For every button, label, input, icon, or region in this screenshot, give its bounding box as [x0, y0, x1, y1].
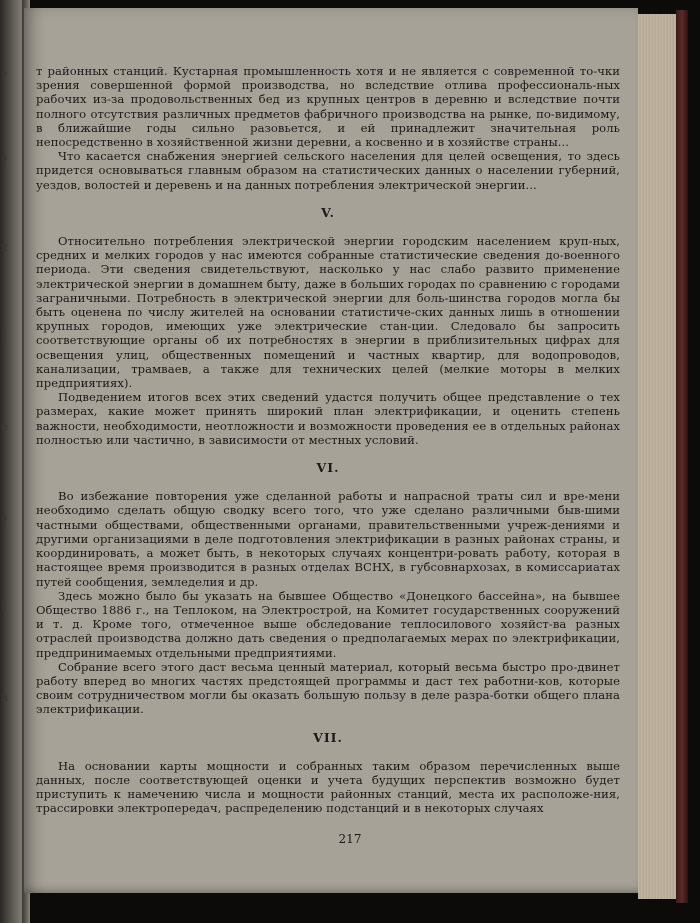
- paragraph: т районных станций. Кустарная промышленность хотя и не является с современной то-чки зрения совершенной формой производства, но вследствие отлива профессиональ-ных рабочих из-за продовольственных бед из крупных центров в деревню и вследствие почти полного отсутствия различных предметов фабричного производства на рынке, по-видимому, в ближайшие годы сильно разовьется, и ей принадлежит значительная роль непосредственно в хозяйственной жизни деревни, а косвенно и в хозяйстве страны...: [36, 64, 620, 150]
- page-edges-stack: [638, 14, 678, 899]
- facing-page-text-fragment: t: [1, 600, 6, 614]
- paragraph: Собрание всего этого даст весьма ценный материал, который весьма быстро про-двинет работу вперед во многих частях предстоящей программы и даст тех работни-ков, которые своим сотрудничеством могли бы оказать большую пользу в деле разра-ботки общего плана электрификации.: [36, 659, 620, 717]
- section-heading: V.: [321, 204, 335, 220]
- paragraph: Что касается снабжения энергией сельского населения для целей освещения, то здесь придется основываться главным образом на статистических данных о населении губерний, уездов, волостей и деревень и на данных потребления электрической энергии...: [36, 149, 620, 192]
- facing-page-text-fragment: s: [1, 150, 8, 164]
- facing-page-text-fragment: e: [1, 420, 9, 434]
- section-heading: VI.: [316, 460, 340, 476]
- paragraph: Подведением итогов всех этих сведений удастся получить общее представление о тех размерах, какие может принять широкий план электрификации, и оценить степень важности, необходимости, неотложности и возможности проведения ее в отдельных районах полностью или частично, в зависимости от местных условий.: [36, 390, 620, 447]
- book-cover-edge: [676, 10, 688, 903]
- facing-page-text-fragment: r: [1, 68, 7, 82]
- paragraph: Здесь можно было бы указать на бывшее Общество «Донецкого бассейна», на бывшее Общество 1886 г., на Теплоком, на Электрострой, на Комитет государственных сооружений и т. д. Кроме того, отмеченное выше обследование теплосилового хозяйст-ва разных отраслей производства должно дать сведения о предполагаемых мерах по электрификации, предпринимаемых отдельными предприятиями.: [36, 588, 620, 660]
- facing-page-text-fragment: x: [1, 240, 8, 254]
- paragraph: Во избежание повторения уже сделанной работы и напрасной траты сил и вре-мени необходимо сделать общую сводку всего того, что уже сделано различными быв-шими частными обществами, общественными органами, правительственными учреж-дениями и другими организациями в деле подготовления электрификации в разных районах страны, и координировать, а может быть, в некоторых случаях концентри-ровать работу, которая в настоящее время производится в разных отделах ВСНХ, в губсовнархозах, в комиссариатах путей сообщения, земледелия и др.: [36, 489, 620, 589]
- facing-page-text-fragment: a: [1, 690, 9, 704]
- paragraph: На основании карты мощности и собранных таким образом перечисленных выше данных, после соответствующей оценки и учета будущих перспектив возможно будет приступить к намечению числа и мощности районных станций, места их расположе-ния, трассировки электропередач, распределению подстанций и в некоторых случаях: [36, 758, 620, 816]
- page-number: 217: [338, 832, 362, 846]
- page-body-text: [36, 64, 620, 816]
- facing-page-text-fragment: i: [1, 330, 5, 344]
- section-heading: VII.: [313, 729, 343, 745]
- facing-page-text-fragment: s: [1, 510, 8, 524]
- paragraph: Относительно потребления электрической энергии городским населением круп-ных, средних и мелких городов у нас имеются собранные статистические сведения до-военного периода. Эти сведения свидетельствуют, насколько у нас слабо развито применение электрической энергии в домашнем быту, даже в больших городах по сравнению с городами заграничными. Потребность в электрической энергии для боль-шинства городов могла бы быть оценена по числу жителей на основании статистиче-ских данных лишь в отношении крупных городов, имеющих уже электрические стан-ции. Следовало бы запросить соответствующие органы об их потребностях в энергии в приблизительных цифрах для освещения улиц, общественных помещений и частных квартир, для водопроводов, канализации, трамваев, а также для технических целей (мелкие моторы в мелких предприятиях).: [36, 234, 620, 391]
